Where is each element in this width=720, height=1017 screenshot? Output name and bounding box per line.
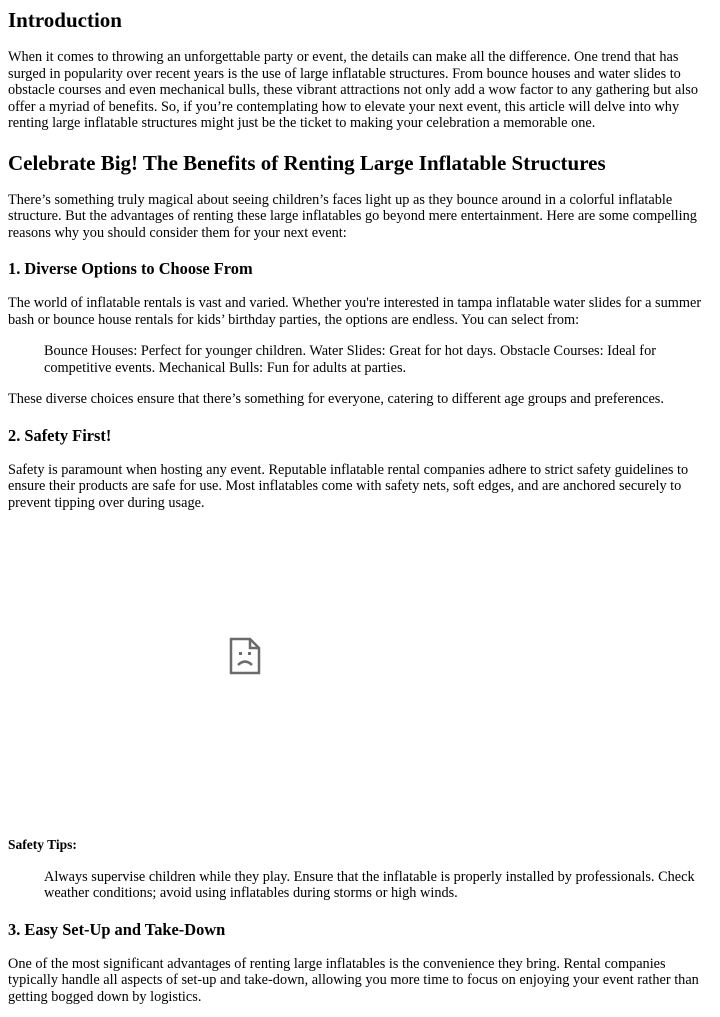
section1-heading: 1. Diverse Options to Choose From	[8, 259, 253, 278]
section2-heading: 2. Safety First!	[8, 425, 112, 445]
safety-tips-quote: Always supervise children while they play. Ensure that the inflatable is properly installed by professionals. Check weather conditions; avoid using inflatables during storms or high winds.	[44, 868, 695, 901]
section3-paragraph: One of the most significant advantages of renting large inflatables is the convenience they bring. Rental companies typically handle all aspects of set-up and take-down, allowing you more time to focus on enjoying your event rather than getting bogged down by logistics.	[8, 955, 699, 1005]
section3-heading: 3. Easy Set-Up and Take-Down	[8, 919, 226, 939]
section2-paragraph: Safety is paramount when hosting any event. Reputable inflatable rental companies adhere to strict safety guidelines to ensure their products are safe for use. Most inflatables come with safety nets, soft edges, and are anchored securely to prevent tipping over during usage.	[8, 461, 689, 511]
intro-heading: Introduction	[8, 8, 122, 32]
intro-paragraph: When it comes to throwing an unforgettable party or event, the details can make all the difference. One trend that has surged in popularity over recent years is the use of large inflatable structures. From bounce houses and water slides to obstacle courses and even mechanical bulls, these vibrant attractions not only add a wow factor to any gathering but also offer a myriad of benefits. So, if you’re contemplating how to elevate your next event, this article will delve into why renting large inflatable structures might just be the ticket to making your celebration a memorable one.	[8, 49, 699, 131]
broken-image-icon	[229, 637, 261, 675]
section1-closing: These diverse choices ensure that there’s something for everyone, catering to different age groups and preferences.	[8, 391, 664, 407]
broken-image	[8, 511, 713, 827]
main-heading: Celebrate Big! The Benefits of Renting Large Inflatable Structures	[8, 150, 606, 175]
main-paragraph: There’s something truly magical about seeing children’s faces light up as they bounce around in a colorful inflatable structure. But the advantages of renting these large inflatables go beyond mere entertainment. Here are some compelling reasons why you should consider them for your next event:	[8, 191, 697, 241]
section1-options-quote: Bounce Houses: Perfect for younger children. Water Slides: Great for hot days. Obstacle Courses: Ideal for competitive events. Mechanical Bulls: Fun for adults at parties.	[44, 343, 656, 376]
section1-paragraph: The world of inflatable rentals is vast and varied. Whether you're interested in tampa inflatable water slides for a summer bash or bounce house rentals for kids’ birthday parties, the options are endless. You can select from:	[8, 295, 702, 328]
safety-tips-title: Safety Tips:	[8, 837, 77, 852]
